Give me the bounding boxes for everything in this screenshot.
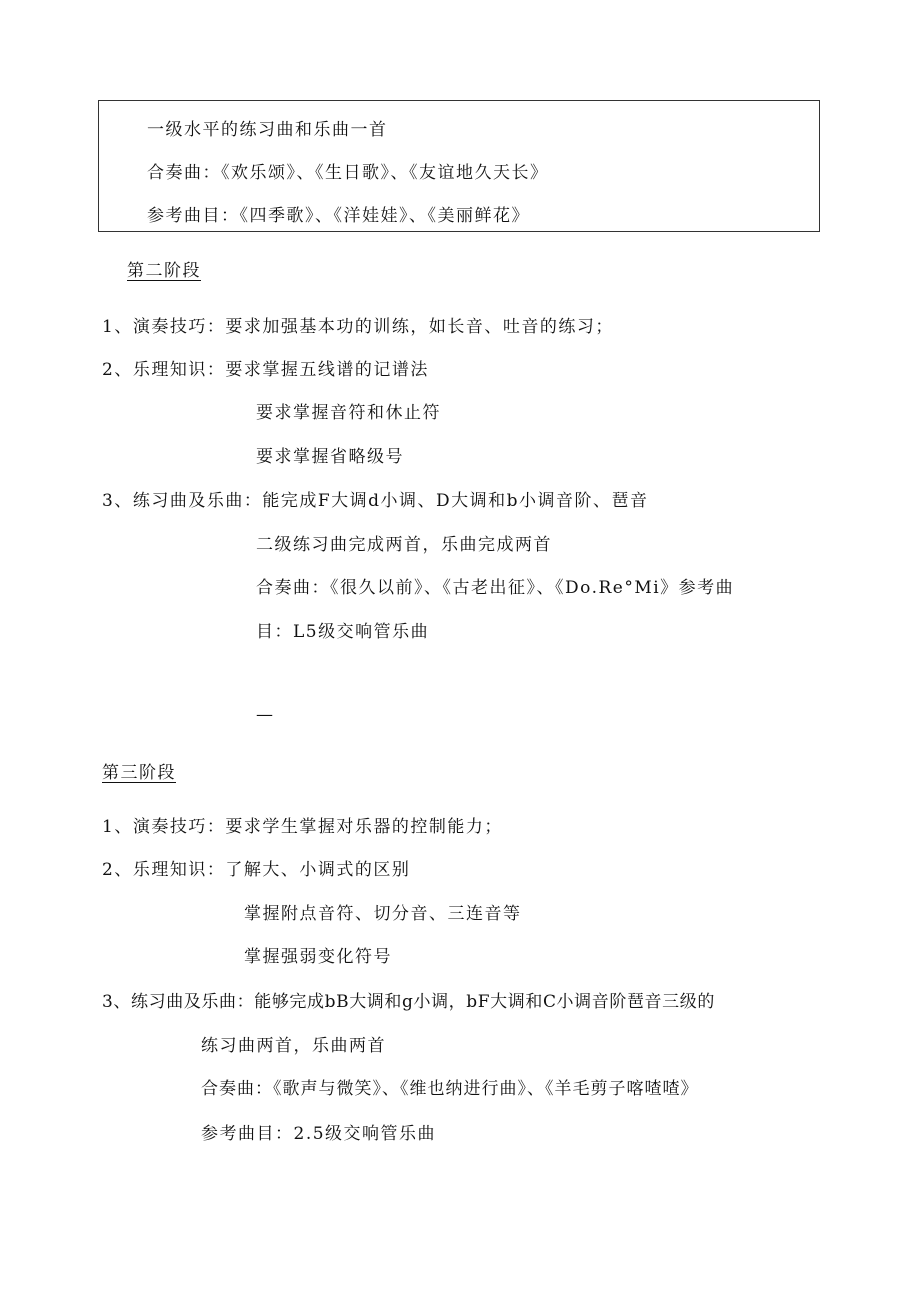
stage3-item-2-sub-1: 掌握附点音符、切分音、三连音等 [244,904,522,924]
stage3-heading: 第三阶段 [102,763,176,783]
stage3-item-2-sub-2: 掌握强弱变化符号 [244,947,392,967]
stage2-item-1: 1、演奏技巧：要求加强基本功的训练，如长音、吐音的练习； [102,317,614,337]
stage2-item-2-sub-2: 要求掌握省略级号 [256,447,404,467]
stage3-item-3-sub-1: 练习曲两首，乐曲两首 [201,1036,386,1056]
stage2-dash: — [256,705,275,725]
box-line-3: 参考曲目：《四季歌》、《洋娃娃》、《美丽鲜花》 [147,206,530,226]
stage3-item-3: 3、练习曲及乐曲：能够完成bB大调和g小调，bF大调和C小调音阶琶音三级的 [102,992,715,1012]
stage3-item-2: 2、乐理知识：了解大、小调式的区别 [102,860,411,880]
stage2-heading: 第二阶段 [127,261,201,281]
stage2-item-3-sub-1: 二级练习曲完成两首，乐曲完成两首 [256,535,552,555]
stage3-item-3-sub-3: 参考曲目：2.5级交响管乐曲 [201,1124,437,1144]
stage2-item-3-sub-2: 合奏曲：《很久以前》、《古老出征》、《Do.Re°Mi》参考曲 [256,578,735,598]
stage2-item-2-sub-1: 要求掌握音符和休止符 [256,403,441,423]
stage3-item-1: 1、演奏技巧：要求学生掌握对乐器的控制能力； [102,817,503,837]
box-line-1: 一级水平的练习曲和乐曲一首 [147,120,388,140]
stage2-item-3: 3、练习曲及乐曲：能完成F大调d小调、D大调和b小调音阶、琶音 [102,491,649,511]
box-line-2: 合奏曲：《欢乐颂》、《生日歌》、《友谊地久天长》 [147,163,549,183]
stage2-item-2: 2、乐理知识：要求掌握五线谱的记谱法 [102,360,429,380]
stage3-item-3-sub-2: 合奏曲：《歌声与微笑》、《维也纳进行曲》、《羊毛剪子喀喳喳》 [201,1079,699,1099]
stage2-item-3-sub-3: 目：L5级交响管乐曲 [256,622,430,642]
